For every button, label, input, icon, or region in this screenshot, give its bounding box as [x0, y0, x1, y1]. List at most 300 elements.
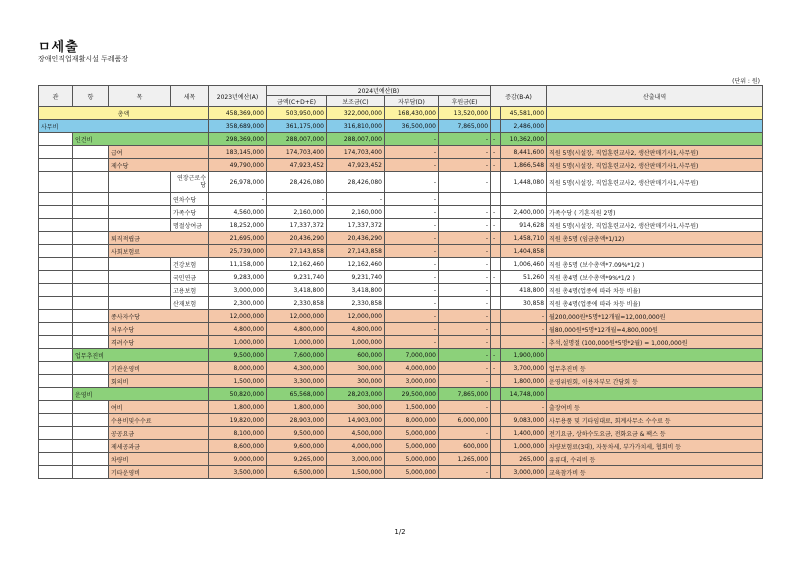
self-pay: - — [385, 271, 439, 284]
diff-sign — [491, 245, 501, 258]
table-row — [39, 193, 763, 206]
budget-2023: 8,100,000 — [209, 427, 267, 440]
diff-sign — [491, 427, 501, 440]
diff-sign — [491, 414, 501, 427]
basis-note: 월200,000원*5명*12개월=12,000,000원 — [547, 310, 763, 323]
support: - — [439, 310, 491, 323]
empty-cell — [39, 284, 73, 297]
row-label: 여비 — [109, 401, 209, 414]
empty-cell — [109, 271, 171, 284]
support: - — [439, 232, 491, 245]
empty-cell — [109, 206, 171, 219]
empty-cell — [39, 193, 73, 206]
empty-cell — [109, 219, 171, 232]
budget-2023: 1,500,000 — [209, 375, 267, 388]
empty-cell — [73, 401, 109, 414]
support: - — [439, 206, 491, 219]
diff-sign: - — [491, 349, 501, 362]
subsidy: 20,436,290 — [327, 232, 385, 245]
header-gwan: 관 — [39, 86, 73, 107]
diff-value: 1,900,000 — [501, 349, 547, 362]
row-label: 업무추진비 — [73, 349, 209, 362]
basis-note: 교육참가비 등 — [547, 466, 763, 479]
empty-cell — [73, 172, 109, 193]
budget-2023: 8,600,000 — [209, 440, 267, 453]
budget-2023: - — [209, 193, 267, 206]
row-label: 명절상여금 — [171, 219, 209, 232]
subsidy: 4,800,000 — [327, 323, 385, 336]
diff-sign — [491, 336, 501, 349]
budget-2024-total: 65,568,000 — [267, 388, 327, 401]
budget-2024-total: 1,000,000 — [267, 336, 327, 349]
empty-cell — [73, 414, 109, 427]
budget-2023: 4,800,000 — [209, 323, 267, 336]
page-title: ㅁ세출 — [38, 40, 79, 55]
row-label: 국민연금 — [171, 271, 209, 284]
table-row — [39, 271, 763, 284]
diff-value: 265,000 — [501, 453, 547, 466]
basis-note: 직원 총5명 (임금총액*1/12) — [547, 232, 763, 245]
budget-2024-total: 12,162,460 — [267, 258, 327, 271]
empty-cell — [39, 258, 73, 271]
diff-value: 914,628 — [501, 219, 547, 232]
basis-note: 직원 총4명(업종에 따라 차등 비율) — [547, 297, 763, 310]
empty-cell — [73, 375, 109, 388]
diff-sign — [491, 297, 501, 310]
budget-2023: 26,978,000 — [209, 172, 267, 193]
basis-note: 추석,설명절 (100,000원*5명*2월) = 1,000,000원 — [547, 336, 763, 349]
budget-2023: 25,739,000 — [209, 245, 267, 258]
row-label: 기타운영비 — [109, 466, 209, 479]
budget-2024-total: 4,800,000 — [267, 323, 327, 336]
diff-value: 8,441,600 — [501, 146, 547, 159]
budget-2023: 9,283,000 — [209, 271, 267, 284]
subsidy: 300,000 — [327, 362, 385, 375]
basis-note — [547, 107, 763, 120]
empty-cell — [73, 271, 109, 284]
empty-cell — [73, 362, 109, 375]
empty-cell — [39, 466, 73, 479]
budget-2024-total: 503,950,000 — [267, 107, 327, 120]
self-pay: 5,000,000 — [385, 427, 439, 440]
empty-cell — [109, 284, 171, 297]
budget-2023: 183,145,000 — [209, 146, 267, 159]
header-diff: 증감(B-A) — [491, 86, 547, 107]
empty-cell — [39, 349, 73, 362]
row-label: 수용비및수수료 — [109, 414, 209, 427]
empty-cell — [73, 258, 109, 271]
empty-cell — [39, 297, 73, 310]
empty-cell — [39, 440, 73, 453]
support: - — [439, 375, 491, 388]
empty-cell — [39, 172, 73, 193]
subsidy: 316,810,000 — [327, 120, 385, 133]
diff-value: - — [501, 336, 547, 349]
empty-cell — [39, 206, 73, 219]
empty-cell — [109, 193, 171, 206]
row-label: 연차수당 — [171, 193, 209, 206]
budget-2024-total: 7,600,000 — [267, 349, 327, 362]
row-label: 사무비 — [39, 120, 209, 133]
subsidy: 1,000,000 — [327, 336, 385, 349]
self-pay: 168,430,000 — [385, 107, 439, 120]
subsidy: 600,000 — [327, 349, 385, 362]
table-row — [39, 258, 763, 271]
empty-cell — [73, 297, 109, 310]
support: 600,000 — [439, 440, 491, 453]
row-label: 기관운영비 — [109, 362, 209, 375]
budget-2024-total: - — [267, 193, 327, 206]
support: - — [439, 323, 491, 336]
basis-note: 사무용품 및 기타임대료, 회계사무소 수수료 등 — [547, 414, 763, 427]
empty-cell — [39, 375, 73, 388]
diff-value: 45,581,000 — [501, 107, 547, 120]
table-row — [39, 120, 763, 133]
budget-2023: 3,500,000 — [209, 466, 267, 479]
basis-note: 월80,000원*5명*12개월=4,800,000원 — [547, 323, 763, 336]
diff-value: 10,362,000 — [501, 133, 547, 146]
empty-cell — [73, 206, 109, 219]
self-pay: 7,000,000 — [385, 349, 439, 362]
diff-value: 1,458,710 — [501, 232, 547, 245]
subsidy: 47,923,452 — [327, 159, 385, 172]
table-row — [39, 375, 763, 388]
diff-value: - — [501, 323, 547, 336]
diff-sign — [491, 107, 501, 120]
support: - — [439, 146, 491, 159]
budget-2023: 11,158,000 — [209, 258, 267, 271]
facility-name: 장애인직업재활시설 두레품장 — [38, 55, 129, 63]
support: 7,865,000 — [439, 120, 491, 133]
basis-note: 전기요금, 상하수도요금, 전화요금 & 팩스 등 — [547, 427, 763, 440]
diff-sign — [491, 120, 501, 133]
diff-sign — [491, 284, 501, 297]
table-row — [39, 440, 763, 453]
empty-cell — [39, 453, 73, 466]
basis-note: 운영위원회, 이용자부모 간담회 등 — [547, 375, 763, 388]
budget-2023: 12,000,000 — [209, 310, 267, 323]
budget-2024-total: 174,703,400 — [267, 146, 327, 159]
basis-note: 직원 5명(시설장, 직업훈련교사2, 생산판매기사1,사무원) — [547, 172, 763, 193]
diff-value: 418,800 — [501, 284, 547, 297]
empty-cell — [73, 440, 109, 453]
diff-value: 1,800,000 — [501, 375, 547, 388]
budget-2024-total: 27,143,858 — [267, 245, 327, 258]
subsidy: 12,162,460 — [327, 258, 385, 271]
empty-cell — [73, 159, 109, 172]
budget-2023: 50,820,000 — [209, 388, 267, 401]
diff-value: 3,700,000 — [501, 362, 547, 375]
subsidy: 3,000,000 — [327, 453, 385, 466]
self-pay: 36,500,000 — [385, 120, 439, 133]
empty-cell — [39, 232, 73, 245]
diff-sign — [491, 323, 501, 336]
self-pay: 5,000,000 — [385, 466, 439, 479]
diff-value: 2,486,000 — [501, 120, 547, 133]
row-label: 제세공과금 — [109, 440, 209, 453]
unit-label: (단위 : 원) — [732, 78, 760, 85]
self-pay: - — [385, 310, 439, 323]
budget-2024-total: 288,007,000 — [267, 133, 327, 146]
subsidy: 300,000 — [327, 375, 385, 388]
subsidy: 4,500,000 — [327, 427, 385, 440]
empty-cell — [73, 284, 109, 297]
diff-value: 1,866,548 — [501, 159, 547, 172]
empty-cell — [39, 159, 73, 172]
empty-cell — [109, 258, 171, 271]
empty-cell — [39, 388, 73, 401]
self-pay: - — [385, 146, 439, 159]
budget-2023: 458,369,000 — [209, 107, 267, 120]
empty-cell — [73, 453, 109, 466]
table-row — [39, 427, 763, 440]
diff-sign — [491, 388, 501, 401]
basis-note: 차량보험료(3대), 자동차세, 부가가치세, 협회비 등 — [547, 440, 763, 453]
empty-cell — [39, 219, 73, 232]
basis-note — [547, 120, 763, 133]
basis-note: 직원 총4명(업종에 따라 차등 비율) — [547, 284, 763, 297]
support: 6,000,000 — [439, 414, 491, 427]
basis-note — [547, 193, 763, 206]
subsidy: 9,231,740 — [327, 271, 385, 284]
empty-cell — [109, 297, 171, 310]
subsidy: 322,000,000 — [327, 107, 385, 120]
empty-cell — [39, 401, 73, 414]
diff-value: 30,858 — [501, 297, 547, 310]
self-pay: - — [385, 172, 439, 193]
diff-sign: - — [491, 232, 501, 245]
budget-table — [38, 85, 763, 479]
diff-sign — [491, 193, 501, 206]
budget-2024-total: 9,265,000 — [267, 453, 327, 466]
budget-2023: 358,689,000 — [209, 120, 267, 133]
diff-value: 1,404,858 — [501, 245, 547, 258]
table-row — [39, 133, 763, 146]
self-pay: - — [385, 297, 439, 310]
subsidy: 28,426,080 — [327, 172, 385, 193]
support: - — [439, 427, 491, 440]
budget-2024-total: 3,300,000 — [267, 375, 327, 388]
empty-cell — [109, 172, 171, 193]
subsidy: 3,418,800 — [327, 284, 385, 297]
self-pay: 1,500,000 — [385, 401, 439, 414]
subsidy: 174,703,400 — [327, 146, 385, 159]
empty-cell — [73, 245, 109, 258]
diff-sign: - — [491, 219, 501, 232]
self-pay: - — [385, 336, 439, 349]
table-row — [39, 297, 763, 310]
basis-note: 직원 5명(시설장, 직업훈련교사2, 생산판매기사1,사무원) — [547, 159, 763, 172]
basis-note: 유류대, 수리비 등 — [547, 453, 763, 466]
support: - — [439, 159, 491, 172]
row-label: 가족수당 — [171, 206, 209, 219]
table-row — [39, 466, 763, 479]
budget-2023: 298,369,000 — [209, 133, 267, 146]
table-row — [39, 323, 763, 336]
diff-value: 1,448,080 — [501, 172, 547, 193]
self-pay: - — [385, 232, 439, 245]
subsidy: 2,160,000 — [327, 206, 385, 219]
support: - — [439, 133, 491, 146]
budget-2024-total: 17,337,372 — [267, 219, 327, 232]
table-row — [39, 219, 763, 232]
budget-2023: 49,790,000 — [209, 159, 267, 172]
support: - — [439, 362, 491, 375]
support: - — [439, 466, 491, 479]
row-label: 급여 — [109, 146, 209, 159]
budget-2023: 2,300,000 — [209, 297, 267, 310]
empty-cell — [73, 427, 109, 440]
support: - — [439, 336, 491, 349]
budget-2024-total: 9,600,000 — [267, 440, 327, 453]
diff-value: 9,083,000 — [501, 414, 547, 427]
table-row — [39, 107, 763, 120]
table-row — [39, 401, 763, 414]
diff-value: 14,748,000 — [501, 388, 547, 401]
subsidy: 2,330,858 — [327, 297, 385, 310]
support: - — [439, 349, 491, 362]
self-pay: 4,000,000 — [385, 362, 439, 375]
diff-value: 3,000,000 — [501, 466, 547, 479]
self-pay: 5,000,000 — [385, 453, 439, 466]
diff-value: 2,400,000 — [501, 206, 547, 219]
header-total: 금액(C+D+E) — [267, 96, 327, 107]
row-label: 처우수당 — [109, 323, 209, 336]
header-mok: 목 — [109, 86, 171, 107]
basis-note — [547, 133, 763, 146]
row-label: 연장근로수당 — [171, 172, 209, 193]
empty-cell — [39, 133, 73, 146]
budget-2024-total: 12,000,000 — [267, 310, 327, 323]
basis-note: 업무추진비 등 — [547, 362, 763, 375]
header-hang: 항 — [73, 86, 109, 107]
diff-sign — [491, 310, 501, 323]
support: - — [439, 297, 491, 310]
diff-sign — [491, 375, 501, 388]
row-label: 종사자수당 — [109, 310, 209, 323]
budget-2024-total: 3,418,800 — [267, 284, 327, 297]
support: - — [439, 219, 491, 232]
header-subsidy: 보조금(C) — [327, 96, 385, 107]
empty-cell — [39, 427, 73, 440]
self-pay: - — [385, 133, 439, 146]
basis-note: 직원 총5명 (보수총액*7.09%*1/2 ) — [547, 258, 763, 271]
subsidy: 300,000 — [327, 401, 385, 414]
diff-value: 51,260 — [501, 271, 547, 284]
header-2024-budget: 2024년예산(B) — [267, 86, 491, 96]
budget-2023: 19,820,000 — [209, 414, 267, 427]
row-label: 회의비 — [109, 375, 209, 388]
basis-note: 출장여비 등 — [547, 401, 763, 414]
basis-note — [547, 388, 763, 401]
empty-cell — [39, 362, 73, 375]
budget-2023: 1,000,000 — [209, 336, 267, 349]
empty-cell — [39, 271, 73, 284]
diff-sign: - — [491, 206, 501, 219]
empty-cell — [73, 146, 109, 159]
row-label: 고용보험 — [171, 284, 209, 297]
self-pay: 29,500,000 — [385, 388, 439, 401]
budget-2023: 1,800,000 — [209, 401, 267, 414]
empty-cell — [39, 414, 73, 427]
basis-note — [547, 349, 763, 362]
diff-sign: - — [491, 146, 501, 159]
diff-sign: - — [491, 271, 501, 284]
diff-sign — [491, 172, 501, 193]
row-label: 건강보험 — [171, 258, 209, 271]
diff-sign — [491, 466, 501, 479]
subsidy: 14,903,000 — [327, 414, 385, 427]
diff-sign — [491, 258, 501, 271]
row-label: 퇴직적립금 — [109, 232, 209, 245]
self-pay: - — [385, 159, 439, 172]
subsidy: 28,203,000 — [327, 388, 385, 401]
support: - — [439, 172, 491, 193]
table-row — [39, 453, 763, 466]
subsidy: - — [327, 193, 385, 206]
budget-2024-total: 28,903,000 — [267, 414, 327, 427]
budget-2024-total: 4,300,000 — [267, 362, 327, 375]
header-2023-budget: 2023년예산(A) — [209, 86, 267, 107]
budget-2024-total: 47,923,452 — [267, 159, 327, 172]
diff-value: 1,400,000 — [501, 427, 547, 440]
empty-cell — [39, 323, 73, 336]
basis-note — [547, 245, 763, 258]
table-row — [39, 310, 763, 323]
empty-cell — [73, 336, 109, 349]
diff-sign — [491, 453, 501, 466]
subsidy: 288,007,000 — [327, 133, 385, 146]
basis-note: 직원 5명(시설장, 직업훈련교사2, 생산판매기사1,사무원) — [547, 219, 763, 232]
budget-2024-total: 1,800,000 — [267, 401, 327, 414]
budget-2023: 21,695,000 — [209, 232, 267, 245]
budget-2024-total: 9,500,000 — [267, 427, 327, 440]
row-label: 운영비 — [73, 388, 209, 401]
support: - — [439, 245, 491, 258]
subsidy: 27,143,858 — [327, 245, 385, 258]
diff-sign — [491, 401, 501, 414]
budget-2023: 8,000,000 — [209, 362, 267, 375]
basis-note: 직원 5명(시설장, 직업훈련교사2, 생산판매기사1,사무원) — [547, 146, 763, 159]
budget-2024-total: 6,500,000 — [267, 466, 327, 479]
empty-cell — [73, 323, 109, 336]
page-number: 1/2 — [394, 528, 406, 536]
self-pay: - — [385, 219, 439, 232]
self-pay: 8,000,000 — [385, 414, 439, 427]
table-row — [39, 232, 763, 245]
table-row — [39, 206, 763, 219]
self-pay: - — [385, 323, 439, 336]
diff-sign: - — [491, 133, 501, 146]
header-basis: 산출내역 — [547, 86, 763, 107]
table-row — [39, 172, 763, 193]
self-pay: - — [385, 245, 439, 258]
diff-value — [501, 193, 547, 206]
diff-sign: - — [491, 159, 501, 172]
self-pay: 3,000,000 — [385, 375, 439, 388]
subsidy: 1,500,000 — [327, 466, 385, 479]
table-row — [39, 245, 763, 258]
row-label: 차량비 — [109, 453, 209, 466]
row-label: 인건비 — [73, 133, 209, 146]
empty-cell — [73, 466, 109, 479]
support: - — [439, 284, 491, 297]
subsidy: 12,000,000 — [327, 310, 385, 323]
diff-value: - — [501, 401, 547, 414]
empty-cell — [73, 310, 109, 323]
empty-cell — [73, 193, 109, 206]
budget-2023: 18,252,000 — [209, 219, 267, 232]
